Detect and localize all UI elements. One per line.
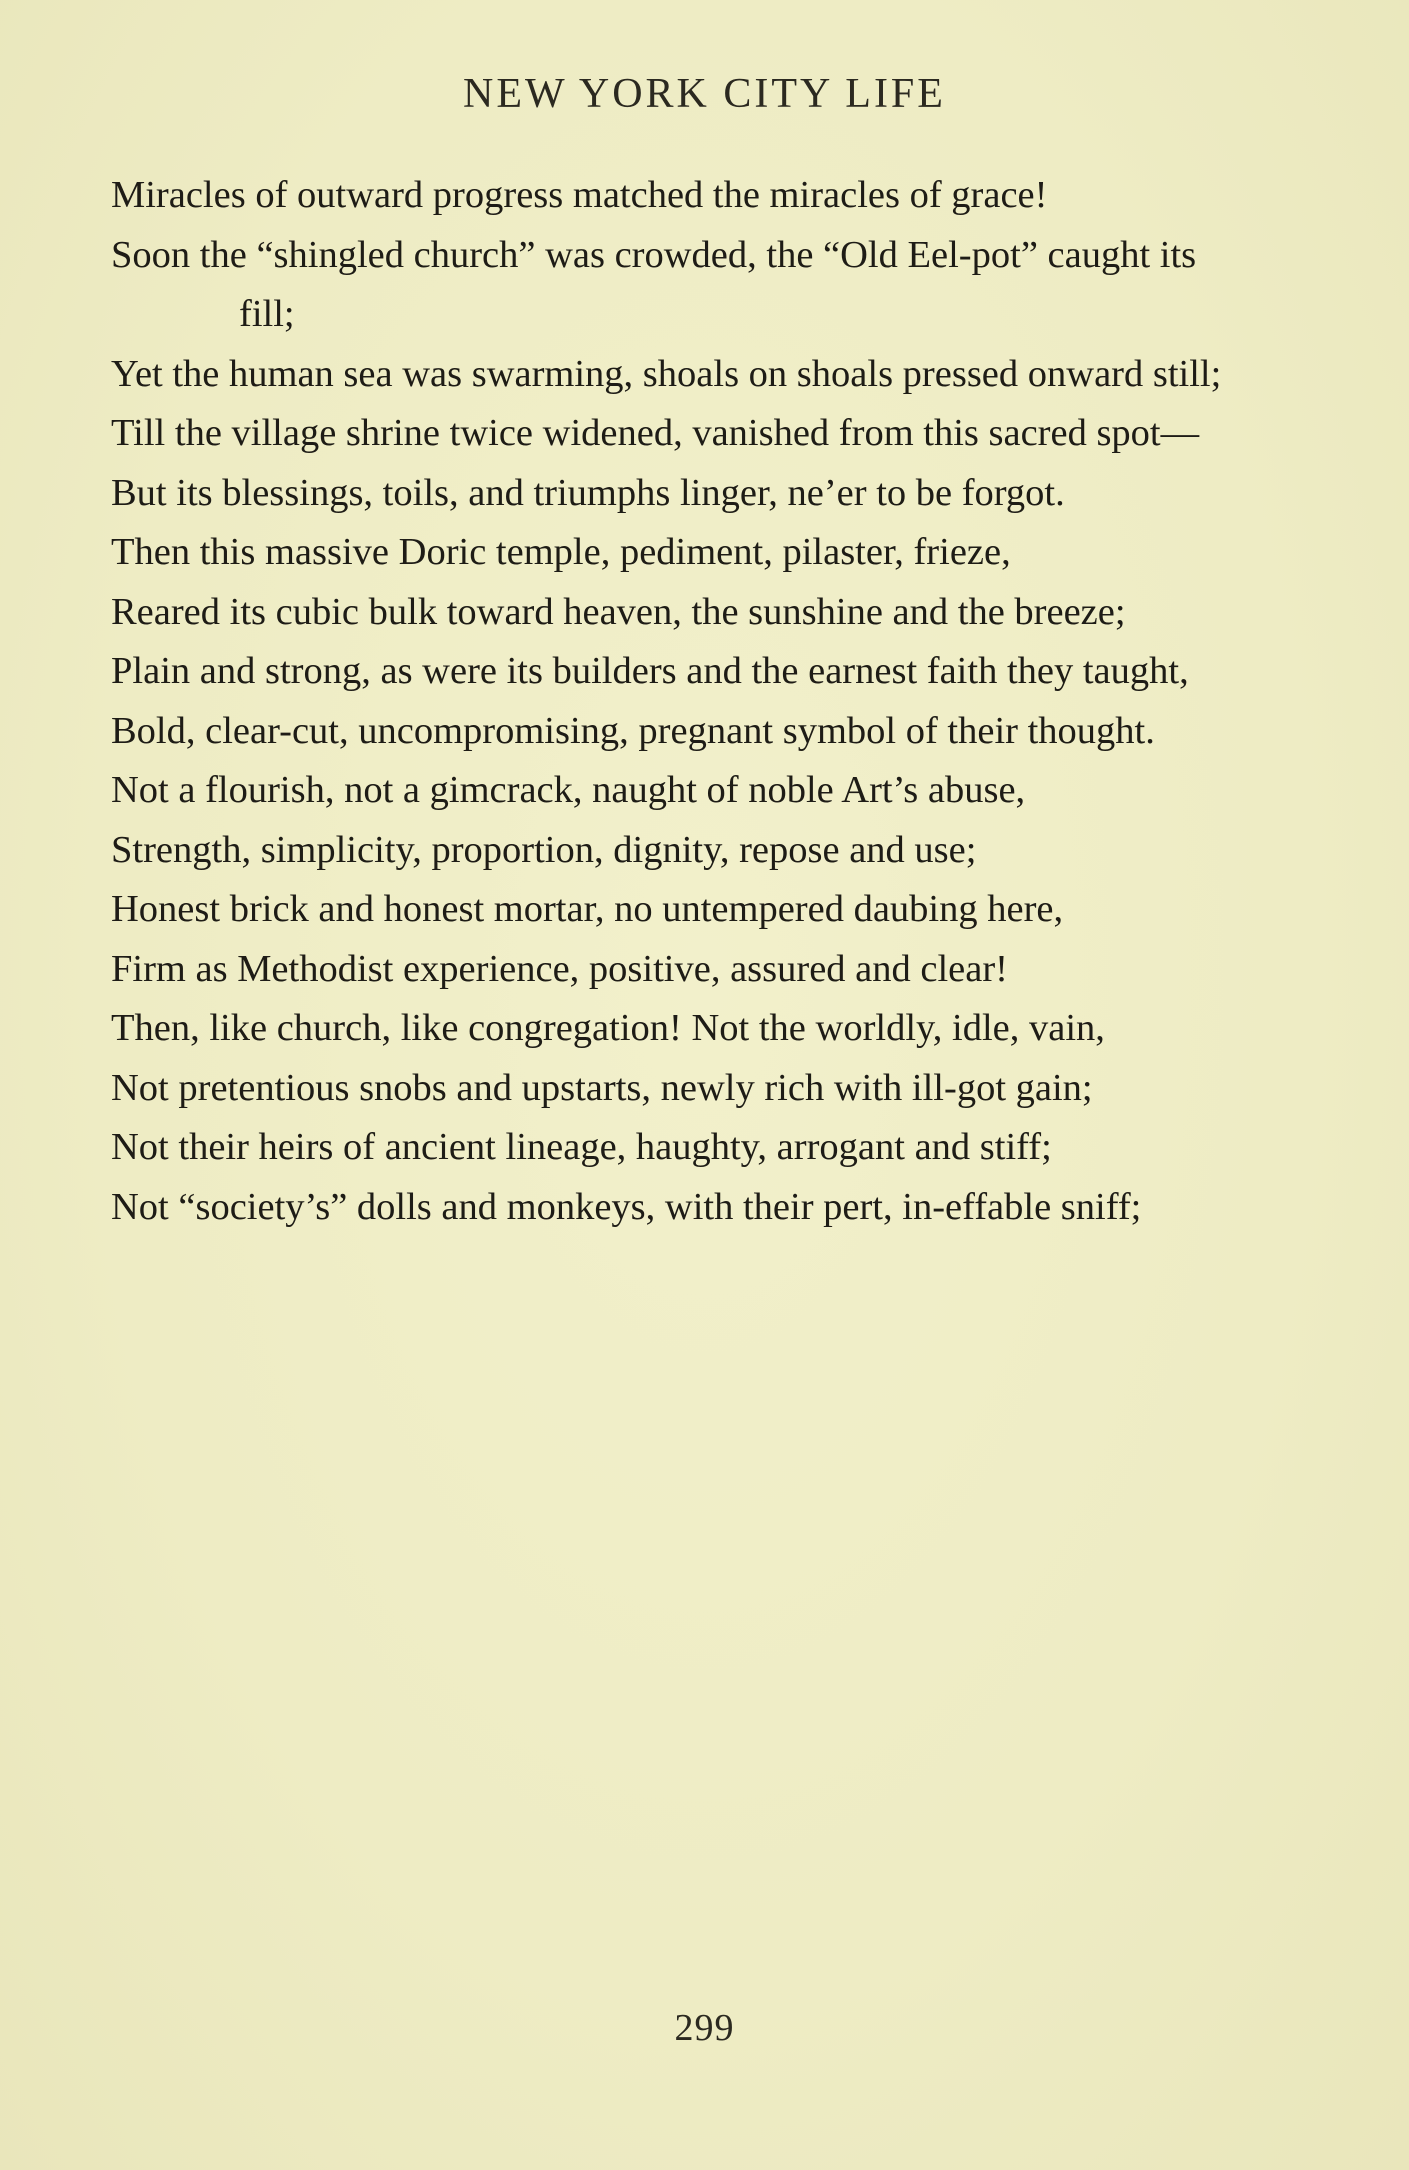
poem-line: Firm as Methodist experience, positive, assured and clear! — [111, 947, 1008, 990]
poem-line: Honest brick and honest mortar, no untempered daubing here, — [111, 888, 1064, 930]
poem-line: Yet the human sea was swarming, shoals on shoals pressed onward still; — [111, 352, 1222, 395]
poem-line: Strength, simplicity, proportion, dignity, repose and use; — [111, 828, 977, 871]
poem-line: But its blessings, toils, and triumphs linger, ne’er to be forgot. — [111, 471, 1065, 514]
poem-line: Then, like church, like congregation! Not the worldly, idle, vain, — [111, 1007, 1105, 1049]
poem-line: Bold, clear-cut, uncompromising, pregnant symbol of their thought. — [111, 709, 1155, 752]
poem-line: Miracles of outward progress matched the miracles of grace! — [111, 174, 1048, 216]
poem-line: Not a flourish, not a gimcrack, naught of noble Art’s abuse, — [111, 769, 1026, 811]
poem-body — [111, 166, 1223, 1237]
poem-line: Plain and strong, as were its builders and the earnest faith they taught, — [111, 650, 1189, 692]
poem-line: Not their heirs of ancient lineage, haughty, arrogant and stiff; — [111, 1126, 1052, 1168]
poem-line: Soon the “shingled church” was crowded, the “Old Eel-pot” caught its fill; — [111, 233, 1197, 335]
poem-line: Then this massive Doric temple, pediment, pilaster, frieze, — [111, 531, 1011, 573]
page-number: 299 — [674, 2007, 735, 2049]
poem-line: Not pretentious snobs and upstarts, newly rich with ill-got gain; — [111, 1066, 1093, 1109]
poem-line: Till the village shrine twice widened, vanished from this sacred spot— — [111, 412, 1200, 454]
poem-line: Reared its cubic bulk toward heaven, the sunshine and the breeze; — [111, 590, 1126, 633]
poem-line: Not “society’s” dolls and monkeys, with their pert, in-effable sniff; — [111, 1185, 1142, 1228]
running-head: NEW YORK CITY LIFE — [463, 71, 946, 117]
